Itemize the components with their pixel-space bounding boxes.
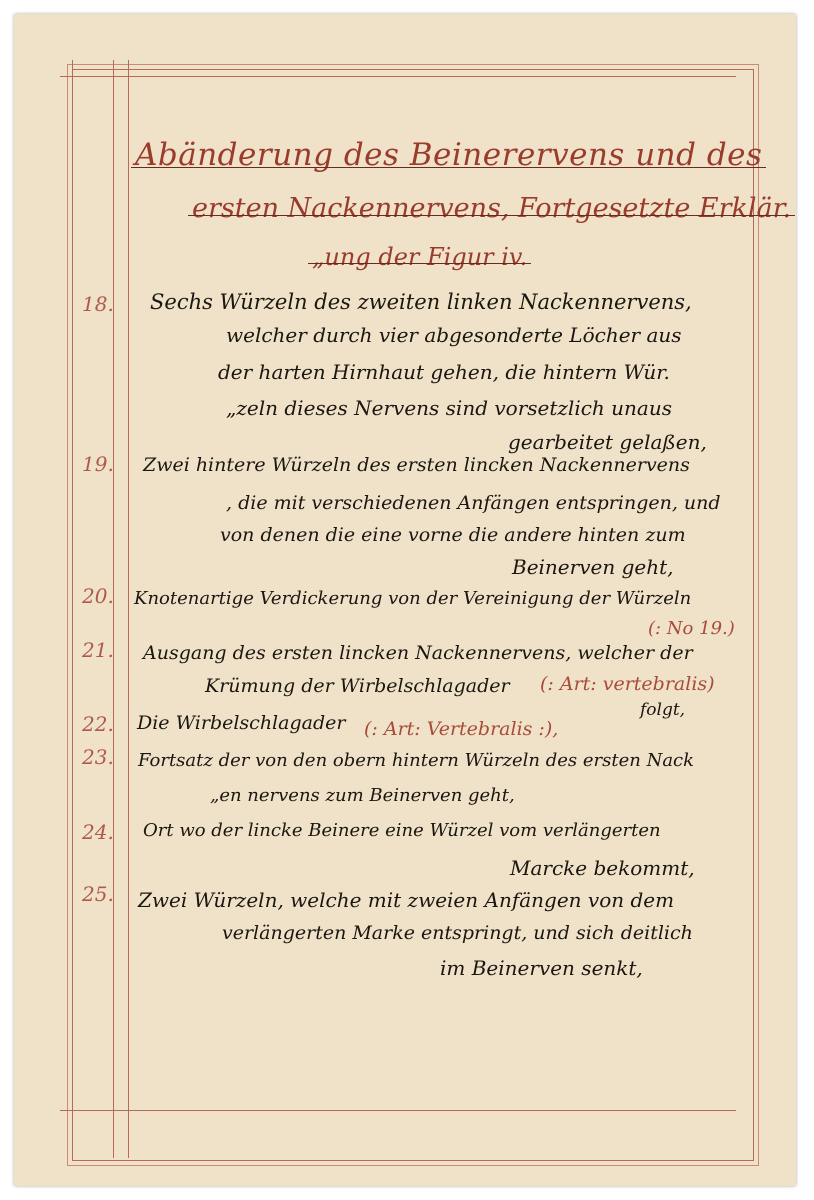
- entry-19-number: 19.: [82, 452, 114, 476]
- top-rule: [60, 76, 736, 77]
- margin-rule-outer: [72, 60, 73, 1158]
- entry-20-reference: (: No 19.): [648, 618, 735, 639]
- entry-24-line-2: Marcke bekommt,: [510, 856, 695, 880]
- entry-19-line-3: von denen die eine vorne die andere hinten zum: [220, 524, 686, 546]
- entry-18-number: 18.: [82, 292, 114, 316]
- entry-20-line-1: Knotenartige Verdickerung von der Vereinigung der Würzeln: [134, 588, 692, 609]
- entry-21-line-3: folgt,: [640, 700, 686, 720]
- entry-21-number: 21.: [82, 638, 114, 662]
- ruled-frame: [72, 69, 754, 1161]
- entry-20-number: 20.: [82, 584, 114, 608]
- entry-22-latin-note: (: Art: Vertebralis :),: [364, 718, 559, 740]
- entry-18-line-1: Sechs Würzeln des zweiten linken Nackennervens,: [150, 290, 692, 314]
- entry-25-line-3: im Beinerven senkt,: [440, 956, 643, 980]
- entry-18-line-3: der harten Hirnhaut gehen, die hintern Wür.: [218, 360, 670, 384]
- entry-19-line-2: , die mit verschiedenen Anfängen entspringen, und: [226, 492, 721, 514]
- entry-22-line-1: Die Wirbelschlagader: [137, 712, 346, 734]
- entry-21-latin-note: (: Art: vertebralis): [540, 673, 715, 695]
- entry-23-line-2: „en nervens zum Beinerven geht,: [210, 785, 515, 806]
- entry-23-number: 23.: [82, 745, 114, 769]
- entry-19-line-4: Beinerven geht,: [512, 555, 674, 579]
- entry-25-number: 25.: [82, 882, 114, 906]
- title-line-2: ersten Nackennervens, Fortgesetzte Erklär.: [192, 193, 791, 224]
- entry-18-line-4: „zeln dieses Nervens sind vorsetzlich unaus: [226, 396, 672, 420]
- entry-19-line-1: Zwei hintere Würzeln des ersten lincken Nackennervens: [143, 454, 690, 476]
- bottom-rule: [60, 1110, 736, 1111]
- entry-22-number: 22.: [82, 712, 114, 736]
- entry-25-line-2: verlängerten Marke entspringt, und sich deitlich: [222, 922, 693, 944]
- entry-21-line-1: Ausgang des ersten lincken Nackennervens, welcher der: [143, 642, 693, 664]
- entry-18-line-2: welcher durch vier abgesonderte Löcher aus: [226, 323, 682, 347]
- entry-23-line-1: Fortsatz der von den obern hintern Würzeln des ersten Nack: [138, 750, 695, 771]
- entry-25-line-1: Zwei Würzeln, welche mit zweien Anfängen von dem: [138, 888, 675, 912]
- entry-24-number: 24.: [82, 820, 114, 844]
- entry-24-line-1: Ort wo der lincke Beinere eine Würzel vom verlängerten: [143, 820, 661, 841]
- margin-rule-inner: [128, 60, 129, 1158]
- entry-21-line-2: Krümung der Wirbelschlagader: [205, 675, 510, 697]
- entry-18-line-5: gearbeitet gelaßen,: [508, 430, 707, 454]
- title-line-3: „ung der Figur iv.: [312, 243, 527, 271]
- margin-rule-middle: [113, 60, 114, 1158]
- title-line-1: Abänderung des Beinerervens und des: [135, 137, 762, 173]
